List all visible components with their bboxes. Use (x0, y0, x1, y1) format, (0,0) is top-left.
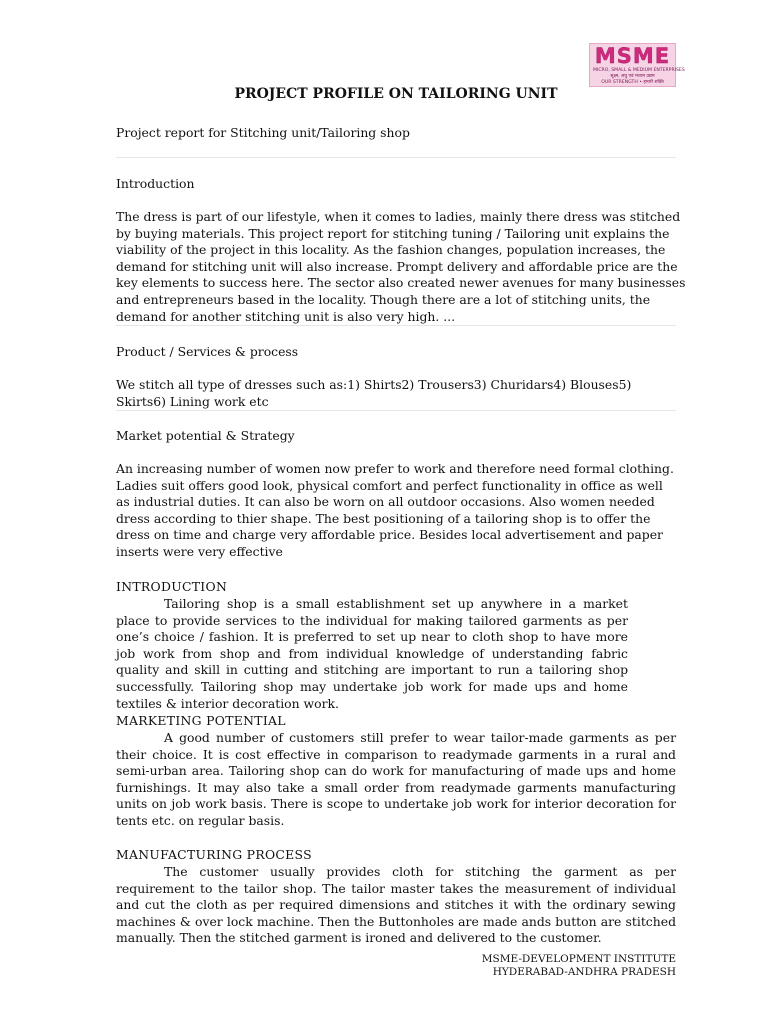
page-title: PROJECT PROFILE ON TAILORING UNIT (234, 86, 558, 102)
divider (116, 157, 676, 158)
divider (116, 325, 676, 326)
product-heading: Product / Services & process (116, 344, 299, 359)
logo-wordmark: MSME (594, 44, 671, 68)
divider (116, 410, 676, 411)
intro-line: key elements to success here. The sector also created newer avenues for many businesses (116, 275, 686, 291)
product-line: Skirts6) Lining work etc (116, 393, 269, 409)
market-line: Ladies suit offers good look, physical comfort and perfect functionality in office as well (116, 477, 663, 493)
introduction-uc-heading: INTRODUCTION (116, 579, 228, 594)
market-line: dress on time and charge very affordable price. Besides local advertisement and paper (116, 527, 663, 543)
marketing-text: A good number of customers still prefer to wear tailor-made garments as per their choice. It is cost effective in comparison to readymade garments in a rural and semi-urban area. Tailoring shop can do work for manufacturing of made ups and home furnishings. It may also take a small order from readymade garments manufacturing units on job work basis. There is scope to undertake job work for interior decoration for tents etc. on regular basis. (116, 730, 676, 828)
manufacturing-paragraph (116, 864, 676, 947)
introduction-uc-paragraph (116, 596, 628, 712)
intro-line: demand for another stitching unit is also very high. ... (116, 308, 456, 324)
market-line: dress according to thier shape. The best positioning of a tailoring shop is to offer the (116, 510, 651, 526)
marketing-paragraph (116, 730, 676, 830)
intro-line: by buying materials. This project report for stitching tuning / Tailoring unit explains the (116, 225, 670, 241)
market-line: inserts were very effective (116, 543, 283, 559)
product-line: We stitch all type of dresses such as:1) Shirts2) Trousers3) Churidars4) Blouses5) (116, 377, 632, 392)
market-heading: Market potential & Strategy (116, 428, 295, 443)
manufacturing-text: The customer usually provides cloth for stitching the garment as per requirement to the tailor shop. The tailor master takes the measurement of individual and cut the cloth as per required dimensions and stitches it with the ordinary sewing machines & over lock machine. Then the Buttonholes are made ands button are stitched manually. Then the stitched garment is ironed and delivered to the customer. (116, 864, 676, 946)
logo-tagline: OUR STRENGTH • हमारी शक्ति (601, 80, 664, 85)
logo-caption-english: MICRO, SMALL & MEDIUM ENTERPRISES (593, 68, 685, 73)
footer-location: HYDERABAD-ANDHRA PRADESH (492, 966, 676, 978)
market-line: as industrial duties. It can also be worn on all outdoor occasions. Also women needed (116, 494, 655, 510)
intro-line: and entrepreneurs based in the locality. Though there are a lot of stitching units, the (116, 291, 651, 307)
introduction-uc-text: Tailoring shop is a small establishment set up anywhere in a market place to provide services to the individual for making tailored garments as per one’s choice / fashion. It is preferred to set up near to cloth shop to have more job work from shop and from individual knowledge of understanding fabric quality and skill in cutting and stitching are important to run a tailoring shop successfully. Tailoring shop may undertake job work for made ups and home textiles & interior decoration work. (116, 596, 628, 711)
logo-caption-hindi: सूक्ष्म, लघु एवं मध्यम उद्यम (610, 74, 655, 79)
footer-institute: MSME-DEVELOPMENT INSTITUTE (481, 953, 676, 965)
product-paragraph (116, 377, 676, 410)
intro-line: viability of the project in this locality. As the fashion changes, population increases, the (116, 242, 666, 258)
intro-paragraph (116, 209, 686, 325)
msme-logo (589, 43, 685, 87)
intro-line: demand for stitching unit will also increase. Prompt delivery and affordable price are the (116, 258, 678, 274)
intro-heading: Introduction (116, 176, 195, 191)
manufacturing-heading: MANUFACTURING PROCESS (116, 847, 312, 862)
marketing-heading: MARKETING POTENTIAL (116, 713, 286, 728)
market-paragraph (116, 461, 676, 561)
market-line: An increasing number of women now prefer to work and therefore need formal clothing. (116, 461, 674, 476)
intro-line: The dress is part of our lifestyle, when it comes to ladies, mainly there dress was stitched (116, 209, 681, 224)
page-subtitle: Project report for Stitching unit/Tailoring shop (116, 125, 410, 140)
